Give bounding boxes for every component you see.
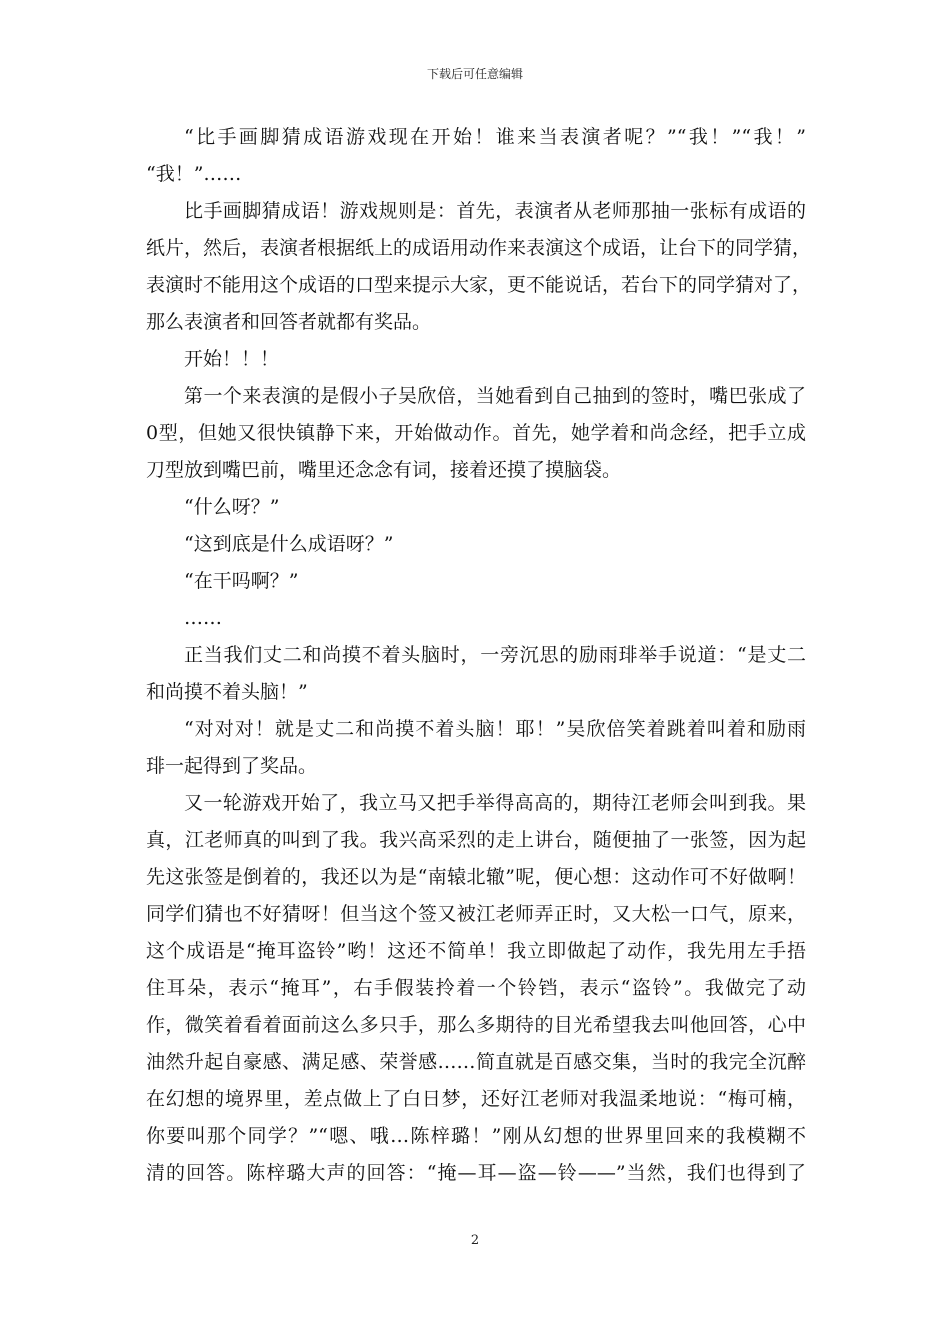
paragraph-line: “在干吗啊？” xyxy=(184,570,299,592)
paragraph-line: 正当我们丈二和尚摸不着头脑时，一旁沉思的励雨琲举手说道：“是丈二 xyxy=(184,644,806,666)
paragraph-line: 刀型放到嘴巴前，嘴里还念念有词，接着还摸了摸脑袋。 xyxy=(146,459,622,481)
page-header: 下载后可任意编辑 xyxy=(426,67,523,81)
paragraph-line: 这个成语是“掩耳盗铃”哟！这还不简单！我立即做起了动作，我先用左手捂 xyxy=(146,940,806,962)
paragraph-line: 那么表演者和回答者就都有奖品。 xyxy=(146,311,432,333)
page-number: 2 xyxy=(470,1233,480,1248)
paragraph-line: “对对对！就是丈二和尚摸不着头脑！耶！”吴欣倍笑着跳着叫着和励雨 xyxy=(184,718,806,740)
paragraph-line: 住耳朵，表示“掩耳”，右手假装拎着一个铃铛，表示“盗铃”。我做完了动 xyxy=(146,977,806,999)
paragraph-line: “我！”…… xyxy=(146,163,242,185)
paragraph-line: 同学们猜也不好猜呀！但当这个签又被江老师弄正时，又大松一口气，原来， xyxy=(146,903,806,925)
paragraph-line: 开始！！！ xyxy=(184,348,280,370)
paragraph-line: 你要叫那个同学？”“嗯、哦…陈梓璐！”刚从幻想的世界里回来的我模糊不 xyxy=(146,1125,806,1147)
paragraph-line: 真，江老师真的叫到了我。我兴高采烈的走上讲台，随便抽了一张签，因为起 xyxy=(146,829,806,851)
paragraph-line: 作，微笑着看着面前这么多只手，那么多期待的目光希望我去叫他回答，心中 xyxy=(146,1014,806,1036)
paragraph-line: 油然升起自豪感、满足感、荣誉感……简直就是百感交集，当时的我完全沉醉 xyxy=(146,1051,806,1073)
paragraph-line: 在幻想的境界里，差点做上了白日梦，还好江老师对我温柔地说：“梅可楠， xyxy=(146,1088,806,1110)
paragraph-line: “比手画脚猜成语游戏现在开始！谁来当表演者呢？”“我！”“我！” xyxy=(184,126,806,148)
paragraph-line: 纸片，然后，表演者根据纸上的成语用动作来表演这个成语，让台下的同学猜， xyxy=(146,237,812,259)
paragraph-line: 第一个来表演的是假小子吴欣倍，当她看到自己抽到的签时，嘴巴张成了 xyxy=(184,385,806,407)
paragraph-line: …… xyxy=(184,607,222,629)
paragraph-line: 琲一起得到了奖品。 xyxy=(146,755,318,777)
paragraph-line: 表演时不能用这个成语的口型来提示大家，更不能说话，若台下的同学猜对了， xyxy=(146,274,812,296)
document-body xyxy=(146,119,812,1192)
paragraph-line: 和尚摸不着头脑！” xyxy=(146,681,308,703)
paragraph-line: 先这张签是倒着的，我还以为是“南辕北辙”呢，便心想：这动作可不好做啊！ xyxy=(146,866,806,888)
paragraph-line: 比手画脚猜成语！游戏规则是：首先，表演者从老师那抽一张标有成语的 xyxy=(184,200,806,222)
paragraph-line: “这到底是什么成语呀？” xyxy=(184,533,394,555)
paragraph-line: 0型，但她又很快镇静下来，开始做动作。首先，她学着和尚念经，把手立成 xyxy=(146,422,806,444)
paragraph-line: 清的回答。陈梓璐大声的回答：“掩—耳—盗—铃——”当然，我们也得到了 xyxy=(146,1162,806,1184)
paragraph-line: “什么呀？” xyxy=(184,496,280,518)
paragraph-line: 又一轮游戏开始了，我立马又把手举得高高的，期待江老师会叫到我。果 xyxy=(184,792,806,814)
